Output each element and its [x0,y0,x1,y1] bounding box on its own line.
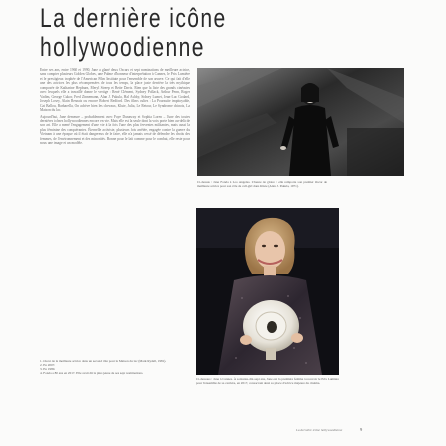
footnote-2: 2. En 2007. [40,363,56,368]
title-line-2: hollywoodienne [40,32,205,62]
page-number: 9 [360,427,363,432]
caption-bottom-photo: Ci-dessous : Jane à Cannes. À soixante-dix-sept ans, Jane est la première femme à recevoir le Prix Lumière pour l'ensemble de sa carrière, en 2017, consacrant ainsi sa place d'actrice majeure du cinéma. [196,377,339,386]
body-paragraph-1: Entre ses ans, entre 1960 et 1990, Jane a glané deux Oscars et sept nominations de meilleure actrice, sans compter plusieurs Golden Globes, une Palme d'honneur d'interprétation à Cannes, le Prix Lumière et le prestigieux trophée de l'American Film Institute pour l'ensemble de son œuvre. Ce qui fait d'elle une des actrices les plus récompensées de tous les temps, la place juste derrière la très mythique composée de Katharine Hepburn, Meryl Streep et Bette Davis. Rien que la liste des grands cinéastes avec lesquels elle a travaillé donne le vertige : René Clément, Sydney Pollack, Arthur Penn, Roger Vadim, George Cukor, Fred Zinnemann, Alan J. Pakula, Hal Ashby, Sidney Lumet, Jean-Luc Godard, Joseph Losey, Alain Resnais ou encore Robert Redford. Des films cultes : La Poursuite impitoyable, Cat Ballou, Barbarella, On achève bien les chevaux, Klute, Julia, Le Retour, Le Syndrome chinois, La Maison du lac. [40,68,190,113]
footnote-3: 3. En 1980. [40,367,56,372]
caption-top-photo: Ci-dessus : Jane Fonda à Los Angeles. L'heure de gloire : elle remporte son premier Oscar de meilleure actrice pour son rôle de call-girl dans Klute (Alan J. Pakula, 1971). [197,180,327,189]
footnote-4: 4. Fonda a 80 ans en 2017. Elle avait dû la plus jeune de ses sept nominations. [40,371,144,376]
article-body [40,68,190,355]
running-head: La dernière icône hollywoodienne [296,428,343,432]
photo-award-portrait [196,208,339,375]
body-paragraph-2: Aujourd'hui, Jane demeure – probablement avec Faye Dunaway et Sophia Loren – l'une des toutes dernières icônes hollywoodiennes encore en vie. Mais elle est la seule dont la voix porte bien au-delà de son art. Elle a mené l'engagement d'une vie à la fois l'une des plus ferventes militantes, mais aussi la plus féminine des conquérantes. Éternelle activiste, plusieurs fois arrêtée, engagée contre la guerre du Vietnam à une époque où il était dangereux de le faire, elle n'a jamais cessé de défendre les droits des femmes, de l'environnement et des minorités. Bonne pour le lait comme pour le combat, elle reste pour nous une image et un modèle. [40,114,190,146]
article-title [40,4,227,62]
footnote-1: 1. Oscar de la meilleure actrice dans un second rôle pour la Maison du lac (Mark Rydell, 1981). [40,359,167,363]
footnotes [40,359,190,375]
photo-stage-portrait [197,68,404,176]
title-line-1: La dernière icône [40,3,227,33]
